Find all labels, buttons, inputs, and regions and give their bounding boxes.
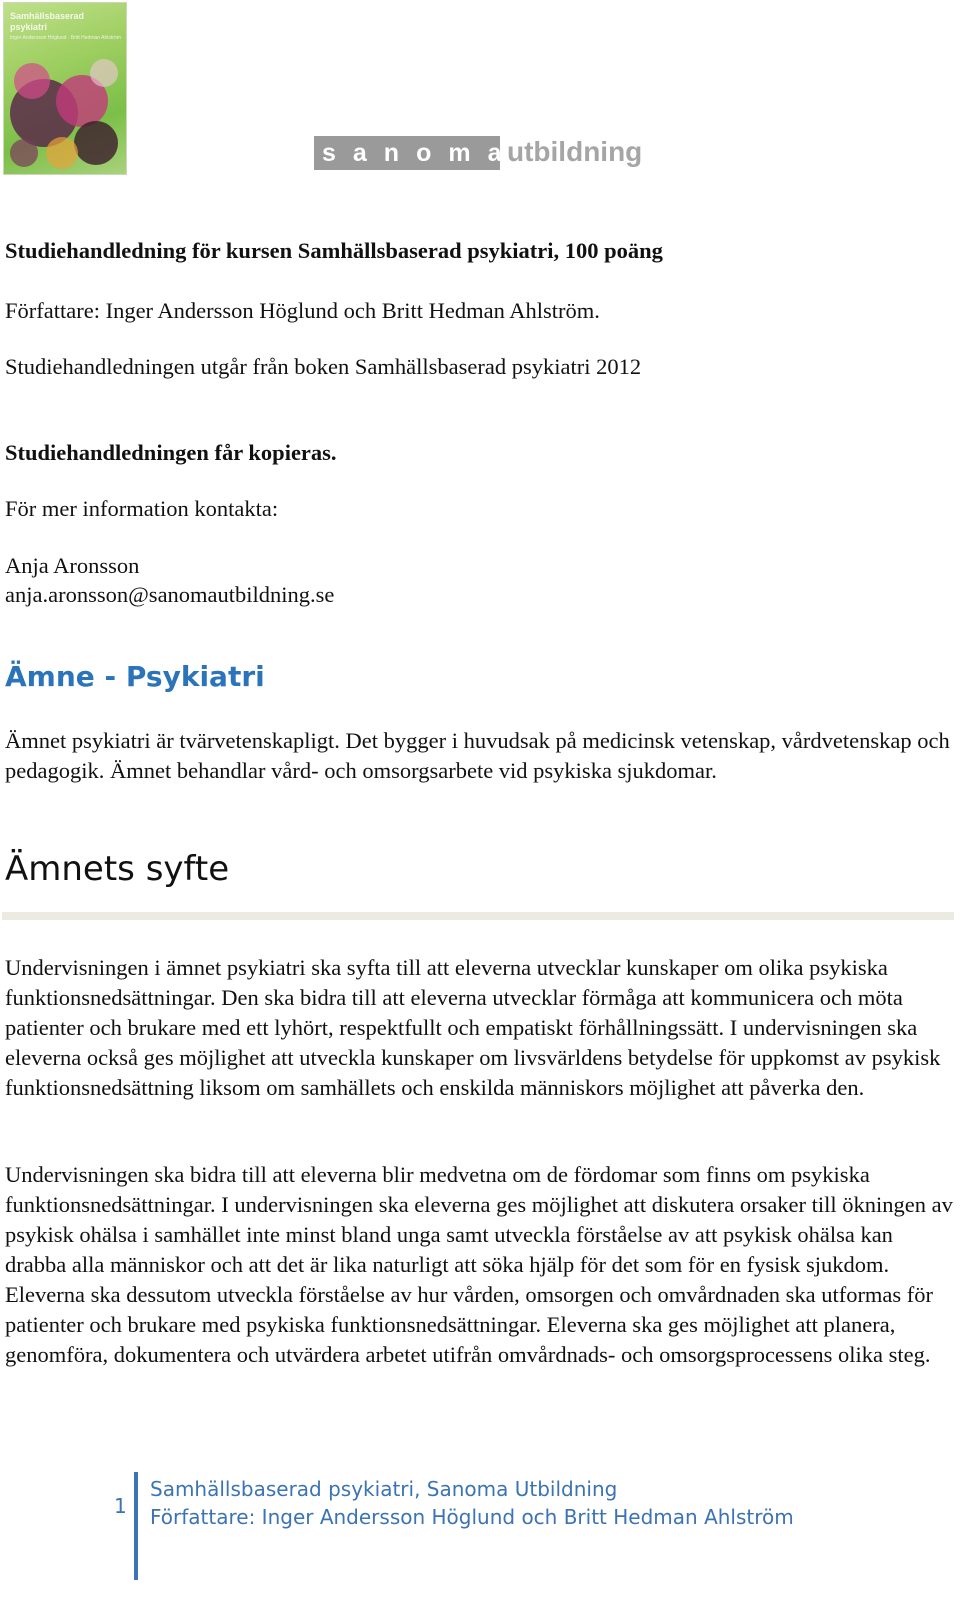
sanoma-logo-suffix: utbildning [507, 136, 643, 167]
book-cover-image [4, 3, 126, 174]
contact-label: För mer information kontakta: [5, 496, 279, 521]
copy-notice: Studiehandledningen får kopieras. [5, 440, 337, 465]
cover-subtitle: Inger Andersson Höglund · Britt Hedman Ahlström [10, 35, 121, 41]
based-on-line: Studiehandledningen utgår från boken Samhällsbaserad psykiatri 2012 [5, 354, 642, 379]
document-title: Studiehandledning för kursen Samhällsbaserad psykiatri, 100 poäng [5, 238, 663, 263]
subject-heading: Ämne - Psykiatri [5, 660, 265, 693]
section-divider [2, 912, 954, 920]
footer-line-2: Författare: Inger Andersson Höglund och Britt Hedman Ahlström [150, 1505, 794, 1529]
footer-divider [134, 1472, 138, 1580]
sanoma-logo-wordmark: sanoma [314, 136, 500, 170]
page-number: 1 [114, 1494, 127, 1518]
purpose-heading: Ämnets syfte [5, 849, 230, 889]
authors-line: Författare: Inger Andersson Höglund och Britt Hedman Ahlström. [5, 298, 600, 323]
contact-name: Anja Aronsson [5, 553, 140, 578]
cover-title: Samhällsbaserad psykiatri [10, 11, 85, 32]
purpose-paragraph-1: Undervisningen i ämnet psykiatri ska syfta till att eleverna utvecklar kunskaper om olika psykiska funktionsnedsättningar. Den ska bidra till att eleverna utvecklar förmåga att kommunicera och möta patienter och brukare med ett lyhört, respektfullt och empatiskt förhållningssätt. I undervisningen ska eleverna också ges möjlighet att utveckla kunskaper om livsvärldens betydelse för uppkomst av psykisk funktionsnedsättning liksom om samhällets och enskilda människors möjlighet att påverka den. [5, 955, 941, 1100]
contact-email: anja.aronsson@sanomautbildning.se [5, 582, 335, 607]
footer-line-1: Samhällsbaserad psykiatri, Sanoma Utbildning [150, 1477, 618, 1501]
subject-paragraph: Ämnet psykiatri är tvärvetenskapligt. Det bygger i huvudsak på medicinsk vetenskap, vårdvetenskap och pedagogik. Ämnet behandlar vård- och omsorgsarbete vid psykiska sjukdomar. [5, 728, 950, 783]
purpose-paragraph-2: Undervisningen ska bidra till att eleverna blir medvetna om de fördomar som finns om psykiska funktionsnedsättningar. I undervisningen ska eleverna ges möjlighet att diskutera orsaker till ökningen av psykisk ohälsa i samhället inte minst bland unga samt utveckla förståelse av att psykisk ohälsa kan drabba alla människor och att det är lika naturligt att söka hjälp för det som för en fysisk sjukdom. Eleverna ska dessutom utveckla förståelse av hur vården, omsorgen och omvårdnaden ska utformas för patienter och brukare med psykiska funktionsnedsättningar. Eleverna ska ges möjlighet att planera, genomföra, dokumentera och utvärdera arbetet utifrån omvårdnads- och omsorgsprocessens olika steg. [5, 1162, 953, 1367]
